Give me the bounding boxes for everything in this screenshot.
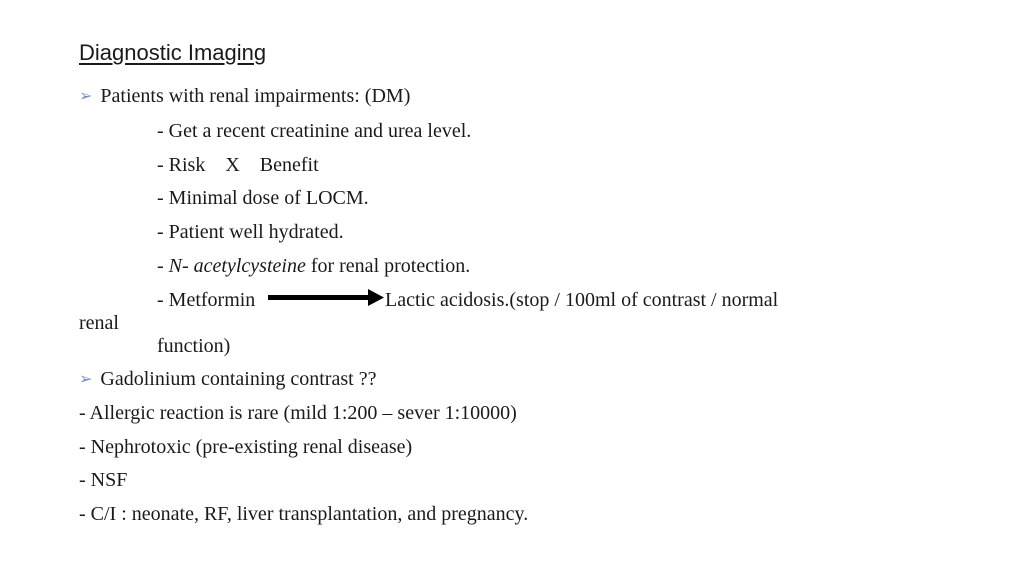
acetylcysteine-suffix: for renal protection. xyxy=(310,255,471,277)
list-item: - Risk X Benefit xyxy=(157,154,319,176)
right-arrow-icon xyxy=(268,289,384,307)
list-item-acetylcysteine xyxy=(157,254,470,278)
section2-heading: Gadolinium containing contrast ?? xyxy=(100,368,377,390)
section1-heading: Patients with renal impairments: (DM) xyxy=(100,85,411,107)
list-item: - Allergic reaction is rare (mild 1:200 – sever 1:10000) xyxy=(79,402,517,424)
metformin-left: - Metformin xyxy=(157,289,256,311)
acetylcysteine-term: acetylcysteine xyxy=(193,255,306,277)
metformin-wrap-function: function) xyxy=(157,335,231,357)
list-item: - Minimal dose of LOCM. xyxy=(157,187,369,209)
arrow-bullet-icon: ➢ xyxy=(79,86,93,105)
list-item: - C/I : neonate, RF, liver transplantation, and pregnancy. xyxy=(79,503,529,525)
bullet-gadolinium xyxy=(79,367,376,392)
n-prefix: N- xyxy=(168,255,189,277)
list-item: - Nephrotoxic (pre-existing renal disease) xyxy=(79,436,413,458)
list-item: - Get a recent creatinine and urea level. xyxy=(157,120,472,142)
slide-title: Diagnostic Imaging xyxy=(79,40,267,65)
arrow-bullet-icon: ➢ xyxy=(79,369,93,388)
metformin-wrap-renal: renal xyxy=(79,312,119,334)
list-item: - NSF xyxy=(79,469,128,491)
list-item: - Patient well hydrated. xyxy=(157,221,344,243)
metformin-right: Lactic acidosis.(stop / 100ml of contrast / normal xyxy=(385,289,779,311)
bullet-renal-impairments xyxy=(79,84,410,109)
dash: - xyxy=(157,255,164,277)
